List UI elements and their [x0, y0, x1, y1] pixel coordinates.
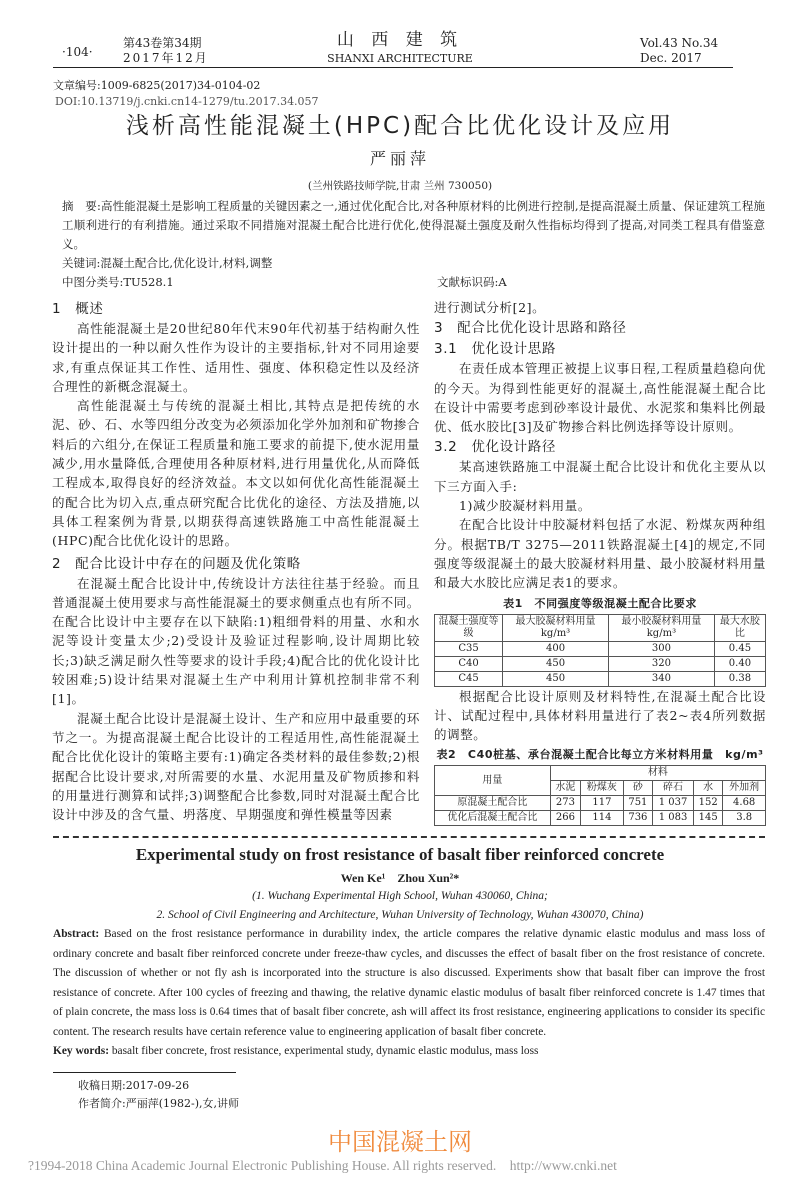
table-2: 用量 材料 水泥 粉煤灰 砂 碎石 水 外加剂 原混凝土配合比 273 117 751 1 037 152 4.68 优化后混凝土配合比 266 114 736 1 083 145 3.8	[434, 765, 766, 826]
table-1-caption: 表1 不同强度等级混凝土配合比要求	[503, 596, 697, 610]
two-column-body	[52, 298, 766, 826]
section-3-1-heading: 3.1 优化设计思路	[434, 341, 556, 358]
journal-name-en: SHANXI ARCHITECTURE	[327, 52, 473, 65]
footnote-rule	[53, 1072, 236, 1073]
left-column	[52, 298, 420, 826]
table-row: C35 400 300 0.45	[435, 641, 766, 656]
table-row: C40 450 320 0.40	[435, 656, 766, 671]
section-3-2-heading: 3.2 优化设计路径	[434, 439, 556, 456]
document-code: 文献标识码:A	[437, 275, 507, 289]
table-1	[434, 614, 766, 687]
article-number: 文章编号:1009-6825(2017)34-0104-02	[53, 79, 261, 92]
author: 严丽萍	[369, 149, 430, 168]
author-bio: 作者简介:严丽萍(1982-),女,讲师	[78, 1096, 239, 1110]
clc-number: 中图分类号:TU528.1	[62, 275, 174, 289]
paragraph-continued: 进行测试分析[2]。	[434, 300, 546, 315]
paragraph: 高性能混凝土是20世纪80年代末90年代初基于结构耐久性设计提出的一种以耐久性作为设计的主要指标,针对不同用途要求,有重点保证其工作性、适用性、强度、体积稳定性以及经济合理性的新概念混凝土。	[52, 321, 420, 394]
table-header: 混凝土强度等级	[435, 614, 503, 641]
keywords-cn: 关键词:混凝土配合比,优化设计,材料,调整	[62, 256, 273, 270]
paragraph: 在责任成本管理正被提上议事日程,工程质量趋稳向优的今天。为得到性能更好的混凝土,高性能混凝土配合比在设计中需要考虑到砂率设计最优、水泥浆和集料比例最优、低水胶比[3]及矿物掺合料比例选择等设计原则。	[434, 361, 766, 435]
english-affiliation-1: (1. Wuchang Experimental High School, Wuhan 430060, China;	[252, 890, 548, 903]
volume-en: Vol.43 No.34	[640, 36, 719, 50]
received-date: 收稿日期:2017-09-26	[78, 1078, 190, 1092]
affiliation: (兰州铁路技师学院,甘肃 兰州 730050)	[307, 180, 493, 192]
paragraph: 某高速铁路施工中混凝土配合比设计和优化主要从以下三方面入手:	[434, 459, 766, 494]
english-title: Experimental study on frost resistance of basalt fiber reinforced concrete	[135, 845, 665, 865]
table-header: 用量	[435, 766, 551, 796]
classification-row	[62, 273, 765, 292]
date-en: Dec. 2017	[640, 51, 702, 65]
volume-cn: 第43卷第34期	[123, 36, 202, 50]
table-row: C45 450 340 0.38	[435, 671, 766, 686]
table-row: 原混凝土配合比 273 117 751 1 037 152 4.68	[435, 796, 766, 811]
table-header: 最小胶凝材料用量 kg/m³	[608, 614, 714, 641]
section-divider	[53, 836, 765, 838]
doi: DOI:10.13719/j.cnki.cn14-1279/tu.2017.34.057	[55, 95, 319, 108]
english-abstract	[53, 925, 765, 1042]
abstract-cn: 摘 要:高性能混凝土是影响工程质量的关键因素之一,通过优化配合比,对各种原材料的比例进行控制,是提高混凝土质量、保证建筑工程施工顺利进行的有利措施。通过采取不同措施对混凝土配合比进行优化,使得混凝土强度及耐久性指标均得到了提高,对同类工程具有借鉴意义。	[62, 199, 765, 251]
english-authors: Wen Ke¹ Zhou Xun²*	[340, 871, 460, 886]
paragraph: 1)减少胶凝材料用量。	[459, 498, 591, 514]
keywords-text: basalt fiber concrete, frost resistance, experimental study, dynamic elastic modulus, mass loss	[111, 1045, 539, 1058]
table-header: 材料	[550, 766, 765, 781]
paragraph: 在混凝土配合比设计中,传统设计方法往往基于经验。而且普通混凝土使用要求与高性能混凝土的要求侧重点也有所不同。在配合比设计中主要存在以下缺陷:1)粗细骨料的用量、水和水泥等设计变量太少;2)受设计及验证过程影响,设计周期比较长;3)缺乏满足耐久性等要求的设计手段;4)配合比的优化设计比较困难;5)设计结果对混凝土生产中利用计算机控制非常不利[1]。	[52, 575, 420, 707]
paragraph: 高性能混凝土与传统的混凝土相比,其特点是把传统的水泥、砂、石、水等四组分改变为必须添加化学外加剂和矿物掺合料后的六组分,在保证工程质量和施工要求的前提下,使水泥用量减少,用水量降低,合理使用各种原材料,进行用量优化,从而降低工程成本,取得良好的经济效益。本文以如何优化高性能混凝土的配合比为切入点,重点研究配合比优化的途径、方法及措施,以具体工程案例为背景,以期获得高速铁路施工中高性能混凝土(HPC)配合比优化设计的思路。	[52, 398, 420, 549]
section-1-heading: 1 概述	[52, 301, 104, 317]
table-row: 优化后混凝土配合比 266 114 736 1 083 145 3.8	[435, 811, 766, 826]
table-2-caption: 表2 C40桩基、承台混凝土配合比每立方米材料用量 kg/m³	[436, 748, 764, 762]
paragraph: 根据配合比设计原则及材料特性,在混凝土配合比设计、试配过程中,具体材料用量进行了表2~表4所列数据的调整。	[434, 688, 766, 743]
keywords-label: Key words:	[53, 1045, 109, 1058]
paragraph: 混凝土配合比设计是混凝土设计、生产和应用中最重要的环节之一。为提高混凝土配合比设计的工程适用性,高性能混凝土配合比优化设计的策略主要有:1)确定各类材料的最佳参数;2)根据配合比设计要求,对所需要的水量、水泥用量及矿物质掺和料的用量进行测算和试拌;3)调整配合比参数,同时对混凝土配合比设计中涉及的含气量、坍落度、早期强度和弹性模量等因素	[52, 710, 420, 823]
section-3-heading: 3 配合比优化设计思路和路径	[434, 320, 627, 337]
abstract-text: Based on the frost resistance performance in durability index, the article compares the relative dynamic elastic modulus and mass loss of ordinary concrete and basalt fiber reinforced concrete under freeze-thaw cycles, and discusses the effect of basalt fiber on the frost resistance of concrete. The discussion of whether or not fly ash is incorporated into the structure is also discussed. Experiments show that basalt fiber can improve the frost resistance of concrete. After 100 cycles of freezing and thawing, the relative dynamic elastic modulus of basalt fiber reinforced concrete is 1.47 times that of plain concrete, the mass loss is 0.64 times that of basalt fiber concrete, ash will affect its frost resistance, engineering applications to consider its specific content. The research results have certain reference value to engineering application of basalt fiber concrete.	[53, 928, 765, 1038]
table-header: 最大水胶比	[714, 614, 765, 641]
journal-name-cn: 山 西 建 筑	[336, 30, 464, 50]
section-2-heading: 2 配合比设计中存在的问题及优化策略	[52, 555, 301, 572]
watermark-logo: 中国混凝土网	[328, 1127, 472, 1156]
abstract-label: Abstract:	[53, 928, 100, 941]
right-column	[434, 298, 766, 826]
date-cn: 2017年12月	[123, 51, 209, 65]
english-affiliation-2: 2. School of Civil Engineering and Architecture, Wuhan University of Technology, Wuhan 430070, China)	[156, 909, 644, 922]
paper-title: 浅析高性能混凝土(HPC)配合比优化设计及应用	[125, 113, 675, 139]
table-header: 最大胶凝材料用量 kg/m³	[503, 614, 609, 641]
paragraph: 在配合比设计中胶凝材料包括了水泥、粉煤灰两种组分。根据TB/T 3275—2011铁路混凝土[4]的规定,不同强度等级混凝土的最大胶凝材料用量、最小胶凝材料用量和最大水胶比应满足表1的要求。	[434, 517, 766, 591]
english-keywords	[53, 1042, 765, 1062]
page-number: ·104·	[62, 45, 93, 59]
copyright-footer: ?1994-2018 China Academic Journal Electronic Publishing House. All rights reserved. http://www.cnki.net	[28, 1157, 617, 1173]
